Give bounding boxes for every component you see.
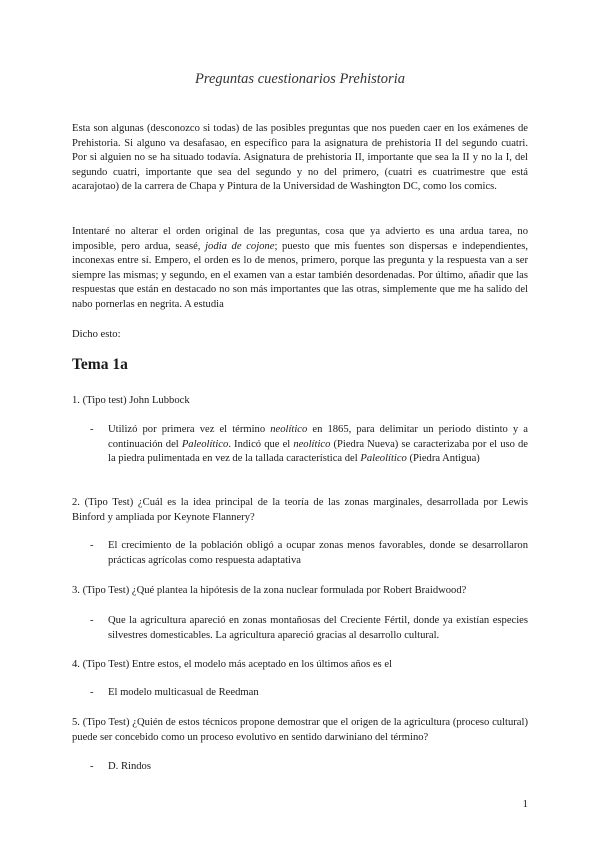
intro-paragraph-2-emphasis: jodia de cojone (205, 240, 275, 252)
answer-4-bullet: - (90, 687, 94, 698)
answer-2-bullet: - (90, 540, 94, 551)
section-heading: Tema 1a (72, 356, 128, 373)
intro-paragraph-2-text-b: ; puesto que mis fuentes son dispersas e independientes, inconexas entre sí. Empero, el orden es lo de menos, primero, porque las pregunta y la respuesta van a ser siempre las mismas; y segundo, en el examen van a estar también desordenadas. Por último, añadir que las respuestas que están en destacado no son más importantes que las otras, simplemente que me ha salido del nabo pornerlas en negrita. A estudia (72, 240, 528, 310)
question-3: 3. (Tipo Test) ¿Qué plantea la hipótesis de la zona nuclear formulada por Robert Braidwood? (72, 585, 467, 596)
answer-1-emphasis: neolítico (293, 438, 331, 450)
answer-2-text: El crecimiento de la población obligó a ocupar zonas menos favorables, donde se desarrollaron prácticas agrícolas como respuesta adaptativa (108, 540, 528, 566)
answer-1-part: (Piedra Antigua) (406, 453, 480, 465)
question-1: 1. (Tipo test) John Lubbock (72, 395, 190, 406)
answer-3-text: Que la agricultura apareció en zonas montañosas del Creciente Fértil, donde ya existían especies silvestres domesticables. La agricultura apareció gracias al desarrollo cultural. (108, 615, 528, 641)
intro-paragraph-2-text-a: Intentaré no alterar el orden original de las preguntas, cosa que ya advierto es una ardua tarea, no imposible, pero ardua, seasé, (72, 226, 528, 252)
answer-5-text: D. Rindos (108, 761, 151, 772)
answer-1 (90, 423, 528, 467)
question-4: 4. (Tipo Test) Entre estos, el modelo más aceptado en los últimos años es el (72, 659, 392, 670)
intro-paragraph-2 (72, 225, 528, 313)
question-2: 2. (Tipo Test) ¿Cuál es la idea principal de la teoría de las zonas marginales, desarrollada por Lewis Binford y ampliada por Keynote Flannery? (72, 497, 528, 523)
answer-5 (90, 760, 528, 775)
answer-2 (90, 539, 528, 568)
answer-3-bullet: - (90, 615, 94, 626)
answer-5-bullet: - (90, 761, 94, 772)
document-title: Preguntas cuestionarios Prehistoria (195, 71, 405, 87)
intro-paragraph-1: Esta son algunas (desconozco si todas) de las posibles preguntas que nos pueden caer en los exámenes de Prehistoria. Si alguno va desafasao, en específico para la asignatura de prehistoria II del segundo cuatri. Por si alguien no se ha situado todavía. Asignatura de prehistoria II, importante que sea la II y no la I, del segundo cuatri, importante que sea del segundo y no del primero, (cuatri es cuatrimestre que está acarajotao) de la carrera de Chapa y Pintura de la Universidad de Washington DC, como los comics. (72, 123, 528, 193)
question-5: 5. (Tipo Test) ¿Quién de estos técnicos propone demostrar que el origen de la agricultura (proceso cultural) puede ser concebido como un proceso evolutivo en sentido darwiniano del término? (72, 717, 528, 743)
answer-1-part: (Piedra Nueva) se caracterizaba por el uso de la piedra pulimentada en vez de la tallada característica del (108, 438, 528, 465)
answer-4 (90, 686, 528, 701)
answer-3 (90, 614, 528, 643)
intro-paragraph-3: Dicho esto: (72, 329, 121, 340)
page-number: 1 (522, 798, 528, 810)
answer-1-emphasis: neolítico (270, 424, 308, 435)
answer-1-part: Utilizó por primera vez el término (108, 424, 271, 435)
answer-1-emphasis: Paleolítico (181, 438, 229, 450)
answer-1-emphasis: Paleolítico (360, 453, 407, 465)
answer-1-bullet: - (90, 424, 94, 435)
answer-1-part: . Indicó que el (228, 438, 294, 450)
answer-1-part: en 1865, para delimitar un periodo distinto y a continuación del (108, 424, 528, 450)
answer-1-text (108, 423, 528, 467)
answer-4-text: El modelo multicasual de Reedman (108, 687, 259, 698)
